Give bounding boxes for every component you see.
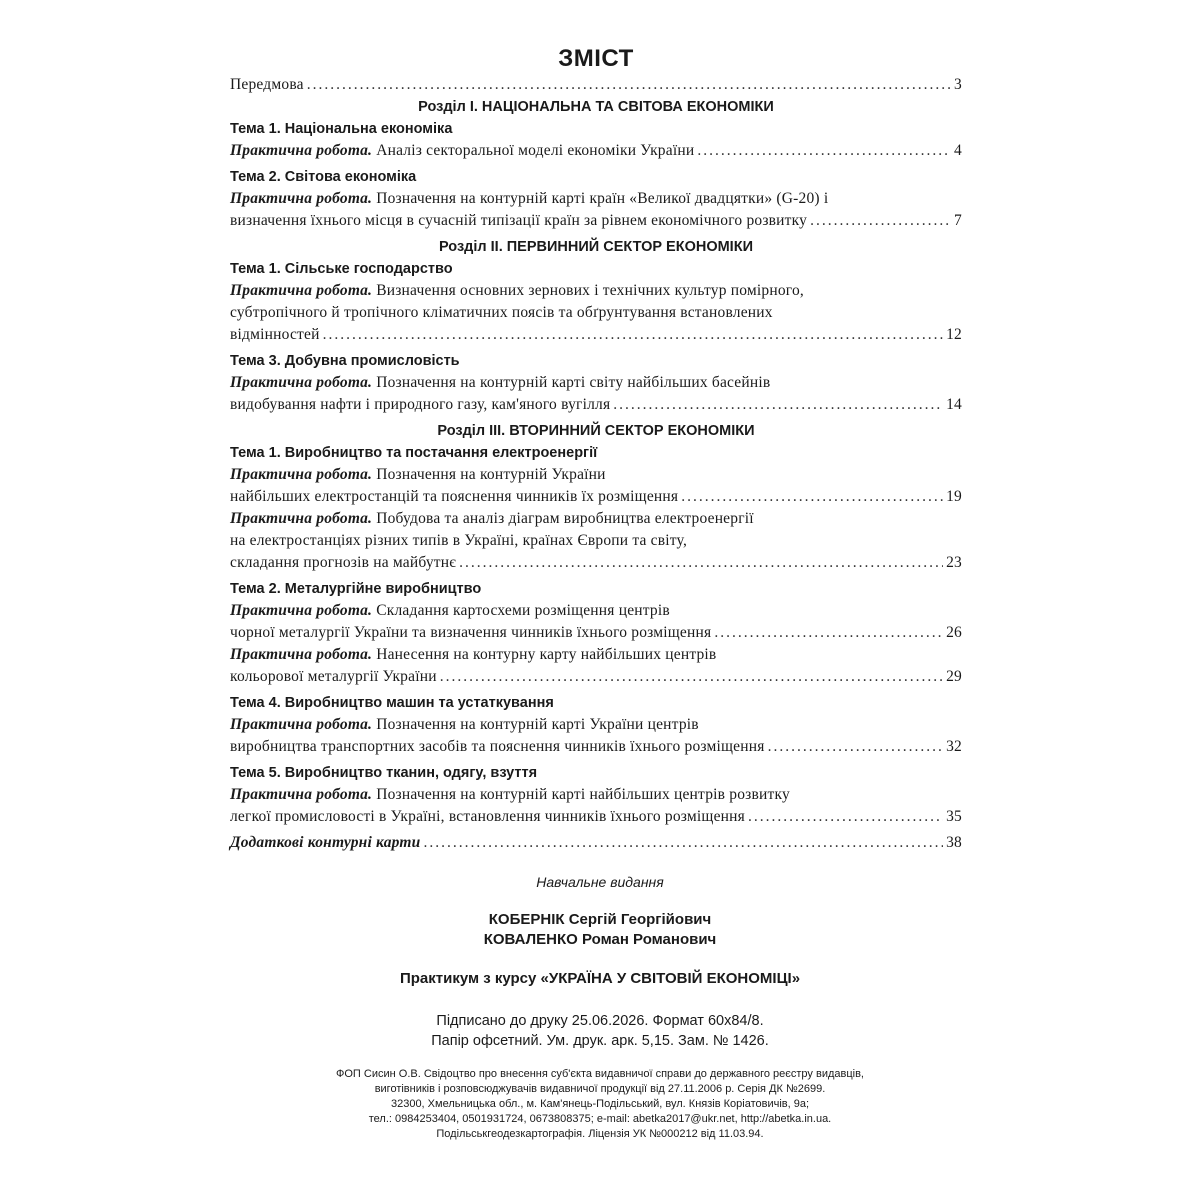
- page-number: 32: [946, 738, 962, 755]
- page-number: 23: [946, 554, 962, 571]
- leader-dots: [459, 552, 943, 574]
- work-title-line: найбільших електростанцій та пояснення чинників їх розміщення: [230, 488, 679, 505]
- work-line: [230, 784, 962, 806]
- section-heading: Розділ ІІ. ПЕРВИННИЙ СЕКТОР ЕКОНОМІКИ: [438, 239, 753, 255]
- print-info-2: Папір офсетний. Ум. друк. арк. 5,15. Зам. № 1426.: [431, 1033, 769, 1049]
- topic-heading: Тема 1. Сільське господарство: [230, 261, 453, 277]
- work-title-line: Позначення на контурній України: [376, 466, 606, 483]
- work-line: [230, 530, 962, 552]
- leader-dots: [810, 210, 951, 232]
- work-title-line: Аналіз секторальної моделі економіки України: [376, 142, 695, 159]
- section-heading: Розділ ІІІ. ВТОРИННИЙ СЕКТОР ЕКОНОМІКИ: [437, 423, 755, 439]
- page-number: 19: [946, 488, 962, 505]
- work-title-line: на електростанціях різних типів в Україні, країнах Європи та світу,: [230, 532, 688, 549]
- work-title-line: Побудова та аналіз діаграм виробництва електроенергії: [376, 510, 754, 527]
- work-line: [230, 806, 962, 828]
- work-line: [230, 324, 962, 346]
- page-number: 3: [954, 76, 962, 93]
- work-line: [230, 372, 962, 394]
- work-title-line: визначення їхнього місця в сучасній типізації країн за рівнем економічного розвитку: [230, 212, 808, 229]
- entry-text: [230, 786, 790, 803]
- work-line: [230, 188, 962, 210]
- work-label: Практична робота.: [230, 142, 373, 159]
- page-number: 12: [946, 326, 962, 343]
- work-line: [230, 394, 962, 416]
- author-1: КОБЕРНІК Сергій Георгійович: [488, 911, 712, 928]
- topic-heading: Тема 4. Виробництво машин та устаткування: [230, 695, 554, 711]
- page-number: 26: [946, 624, 962, 641]
- leader-dots: [697, 140, 951, 162]
- entry-text: [230, 140, 694, 162]
- section-heading: Розділ І. НАЦІОНАЛЬНА ТА СВІТОВА ЕКОНОМІКИ: [418, 99, 774, 115]
- page-number: 35: [946, 808, 962, 825]
- work-label: Практична робота.: [230, 786, 373, 803]
- work-line: [230, 600, 962, 622]
- work-line: [230, 464, 962, 486]
- publisher-info-2: виготівників і розповсюджувачів видавничої продукції від 27.11.2006 р. Серія ДК №2699.: [374, 1083, 826, 1095]
- work-line: [230, 486, 962, 508]
- work-title-line: Визначення основних зернових і технічних культур помірного,: [376, 282, 804, 299]
- work-line: [230, 622, 962, 644]
- entry-text: [230, 552, 456, 574]
- publisher-info-5: Подільськгеодезкартографія. Ліцензія УК №000212 від 11.03.94.: [436, 1128, 764, 1140]
- book-title: Практикум з курсу «УКРАЇНА У СВІТОВІЙ ЕКОНОМІЦІ»: [399, 970, 801, 987]
- entry-text: [230, 282, 804, 299]
- leader-dots: [613, 394, 943, 416]
- edition-type: Навчальне видання: [536, 874, 664, 890]
- work-label: Практична робота.: [230, 716, 373, 733]
- page-number: 29: [946, 668, 962, 685]
- work-line: [230, 552, 962, 574]
- entry-text: [230, 210, 807, 232]
- work-label: Практична робота.: [230, 646, 373, 663]
- leader-dots: [768, 736, 944, 758]
- leader-dots: [424, 832, 944, 854]
- publisher-info-4: тел.: 0984253404, 0501931724, 0673808375; e-mail: abetka2017@ukr.net, http://abetka.in.ua.: [368, 1113, 832, 1125]
- page-number: 7: [954, 212, 962, 229]
- entry-text: Додаткові контурні карти: [230, 834, 421, 851]
- work-title-line: чорної металургії України та визначення чинників їхнього розміщення: [230, 624, 712, 641]
- work-title-line: кольорової металургії України: [230, 668, 437, 685]
- work-title-line: Позначення на контурній карті найбільших центрів розвитку: [376, 786, 790, 803]
- work-title-line: видобування нафти і природного газу, кам'яного вугілля: [230, 396, 611, 413]
- entry-text: [230, 736, 765, 758]
- work-title-line: виробництва транспортних засобів та пояснення чинників їхнього розміщення: [230, 738, 765, 755]
- leader-dots: [323, 324, 944, 346]
- entry-text: [230, 466, 606, 483]
- work-title-line: Позначення на контурній карті світу найбільших басейнів: [376, 374, 771, 391]
- print-info-1: Підписано до друку 25.06.2026. Формат 60х84/8.: [436, 1013, 764, 1029]
- work-line: [230, 736, 962, 758]
- work-title-line: легкої промисловості в Україні, встановлення чинників їхнього розміщення: [230, 808, 745, 825]
- work-label: Практична робота.: [230, 190, 373, 207]
- toc-title: ЗМІСТ: [558, 45, 634, 72]
- work-title-line: Складання картосхеми розміщення центрів: [376, 602, 670, 619]
- leader-dots: [714, 622, 943, 644]
- entry-text: [230, 190, 828, 207]
- entry-text: [230, 666, 437, 688]
- work-line: [230, 714, 962, 736]
- leader-dots: [307, 74, 951, 96]
- publisher-info-1: ФОП Сисин О.В. Свідоцтво про внесення суб'єкта видавничої справи до державного реєстру видавців,: [336, 1068, 864, 1080]
- work-label: Практична робота.: [230, 602, 373, 619]
- work-line: [230, 644, 962, 666]
- topic-heading: Тема 2. Світова економіка: [230, 169, 417, 185]
- work-label: Практична робота.: [230, 510, 373, 527]
- page-number: 4: [954, 142, 962, 159]
- entry-text: [230, 374, 770, 391]
- topic-heading: Тема 2. Металургійне виробництво: [230, 581, 482, 597]
- topic-heading: Тема 3. Добувна промисловість: [230, 353, 460, 369]
- publisher-info-3: 32300, Хмельницька обл., м. Кам'янець-Подільський, вул. Князів Коріатовичів, 9а;: [390, 1098, 810, 1110]
- toc-body: [230, 96, 962, 832]
- work-label: Практична робота.: [230, 466, 373, 483]
- toc-entry-foreword: [230, 74, 962, 96]
- entry-text: [230, 806, 745, 828]
- entry-text: [230, 324, 320, 346]
- entry-text: [230, 532, 687, 549]
- entry-text: [230, 602, 670, 619]
- topic-heading: Тема 1. Виробництво та постачання електроенергії: [230, 445, 598, 461]
- work-line: [230, 666, 962, 688]
- work-title-line: субтропічного й тропічного кліматичних поясів та обґрунтування встановлених: [230, 304, 773, 321]
- entry-text: [230, 304, 773, 321]
- entry-text: Передмова: [230, 76, 304, 93]
- page-number: 38: [946, 834, 962, 851]
- work-line: [230, 210, 962, 232]
- work-label: Практична робота.: [230, 374, 373, 391]
- leader-dots: [440, 666, 943, 688]
- entry-text: [230, 716, 699, 733]
- author-2: КОВАЛЕНКО Роман Романович: [483, 931, 717, 948]
- page-number: 14: [946, 396, 962, 413]
- entry-text: [230, 510, 754, 527]
- work-line: [230, 302, 962, 324]
- entry-text: [230, 486, 678, 508]
- work-title-line: Нанесення на контурну карту найбільших центрів: [376, 646, 717, 663]
- table-of-contents: [230, 44, 962, 854]
- entry-text: [230, 394, 610, 416]
- work-title-line: Позначення на контурній карті України центрів: [376, 716, 699, 733]
- toc-entry-appendix: [230, 832, 962, 854]
- work-line: [230, 508, 962, 530]
- work-title-line: Позначення на контурній карті країн «Великої двадцятки» (G-20) і: [376, 190, 829, 207]
- work-line: [230, 140, 962, 162]
- work-label: Практична робота.: [230, 282, 373, 299]
- entry-text: [230, 646, 716, 663]
- topic-heading: Тема 1. Національна економіка: [230, 121, 453, 137]
- entry-text: [230, 622, 711, 644]
- work-title-line: складання прогнозів на майбутнє: [230, 554, 457, 571]
- work-line: [230, 280, 962, 302]
- work-title-line: відмінностей: [230, 326, 320, 343]
- leader-dots: [681, 486, 943, 508]
- imprint: [0, 872, 1200, 1142]
- topic-heading: Тема 5. Виробництво тканин, одягу, взуття: [230, 765, 538, 781]
- leader-dots: [748, 806, 943, 828]
